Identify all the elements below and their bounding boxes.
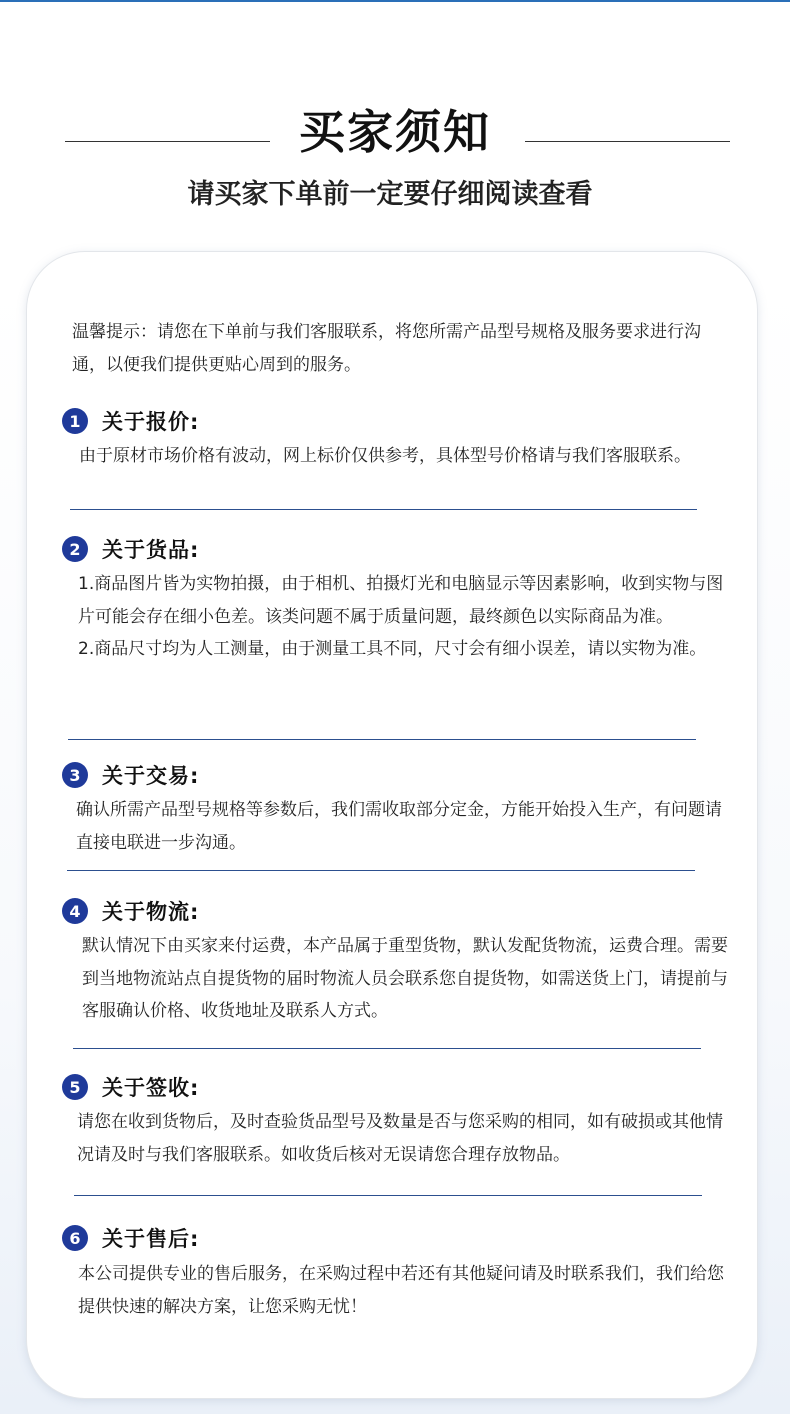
- section-paragraph: 本公司提供专业的售后服务，在采购过程中若还有其他疑问请及时联系我们，我们给您提供快速的解决方案，让您采购无忧！: [78, 1264, 724, 1317]
- section-title: 关于售后:: [102, 1227, 200, 1251]
- section-paragraph: 请您在收到货物后，及时查验货品型号及数量是否与您采购的相同，如有破损或其他情况请及时与我们客服联系。如收货后核对无误请您合理存放物品。: [77, 1112, 723, 1165]
- section-6-header: [62, 1223, 199, 1253]
- warm-tip: 温馨提示：请您在下单前与我们客服联系，将您所需产品型号规格及服务要求进行沟通，以便我们提供更贴心周到的服务。: [72, 322, 701, 375]
- section-divider: [73, 1048, 701, 1049]
- page-header: [0, 0, 790, 250]
- section-3-header: [62, 760, 199, 790]
- section-paragraph: 由于原材市场价格有波动，网上标价仅供参考，具体型号价格请与我们客服联系。: [79, 446, 691, 466]
- section-1-header: [62, 406, 199, 436]
- section-title: 关于物流:: [102, 900, 200, 924]
- section-title: 关于货品:: [102, 538, 200, 562]
- section-number-badge: 2: [62, 536, 88, 562]
- page-title: 买家须知: [299, 105, 491, 159]
- section-2-body: [78, 568, 728, 666]
- section-6-body: [78, 1258, 728, 1323]
- section-number-badge: 1: [62, 408, 88, 434]
- section-number-badge: 3: [62, 762, 88, 788]
- section-divider: [74, 1195, 702, 1196]
- section-4-body: [82, 930, 730, 1028]
- section-paragraph: 2.商品尺寸均为人工测量，由于测量工具不同，尺寸会有细小误差，请以实物为准。: [78, 639, 707, 659]
- section-2-header: [62, 534, 199, 564]
- section-number-badge: 6: [62, 1225, 88, 1251]
- section-5-header: [62, 1072, 199, 1102]
- section-title: 关于报价:: [102, 410, 200, 434]
- header-rule-right: [525, 141, 730, 142]
- section-1-body: [79, 440, 729, 473]
- section-divider: [68, 739, 696, 740]
- section-number-badge: 5: [62, 1074, 88, 1100]
- section-3-body: [76, 794, 726, 859]
- section-paragraph: 1.商品图片皆为实物拍摄，由于相机、拍摄灯光和电脑显示等因素影响，收到实物与图片可能会存在细小色差。该类问题不属于质量问题，最终颜色以实际商品为准。: [78, 574, 724, 627]
- section-paragraph: 确认所需产品型号规格等参数后，我们需收取部分定金，方能开始投入生产，有问题请直接电联进一步沟通。: [76, 800, 722, 853]
- section-divider: [67, 870, 695, 871]
- page-subtitle: 请买家下单前一定要仔细阅读查看: [187, 179, 593, 210]
- section-paragraph: 默认情况下由买家来付运费，本产品属于重型货物，默认发配货物流，运费合理。需要到当地物流站点自提货物的届时物流人员会联系您自提货物，如需送货上门，请提前与客服确认价格、收货地址及联系人方式。: [82, 936, 728, 1021]
- section-4-header: [62, 896, 199, 926]
- section-number-badge: 4: [62, 898, 88, 924]
- section-title: 关于签收:: [102, 1076, 200, 1100]
- section-title: 关于交易:: [102, 764, 200, 788]
- section-5-body: [77, 1106, 727, 1171]
- section-divider: [70, 509, 697, 510]
